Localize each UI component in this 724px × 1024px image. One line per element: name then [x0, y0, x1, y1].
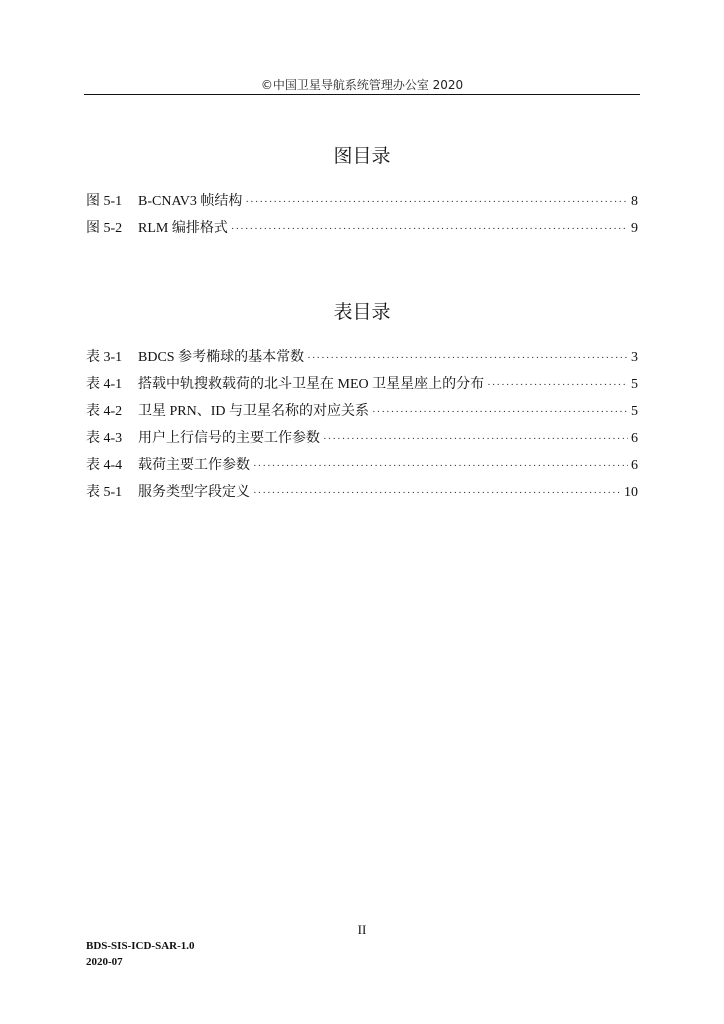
toc-entry-title: 卫星 PRN、ID 与卫星名称的对应关系	[138, 404, 370, 419]
toc-entry[interactable]	[86, 375, 638, 402]
page-header: ©中国卫星导航系统管理办公室 2020	[260, 78, 464, 92]
toc-entry-title: 搭载中轨搜救载荷的北斗卫星在 MEO 卫星星座上的分布	[138, 377, 485, 392]
toc-entry[interactable]	[86, 192, 638, 219]
dot-leader	[245, 192, 628, 212]
toc-entry-number: 表 4-2	[86, 404, 123, 419]
toc-entry-page: 9	[631, 221, 638, 236]
dot-leader	[372, 402, 628, 422]
toc-entry[interactable]	[86, 402, 638, 429]
header-divider	[84, 94, 640, 95]
table-list	[86, 348, 638, 510]
document-date: 2020-07	[86, 956, 123, 968]
toc-entry-page: 8	[631, 194, 638, 209]
figure-list	[86, 192, 638, 246]
toc-entry-page: 3	[631, 350, 638, 365]
toc-entry-title: RLM 编排格式	[138, 221, 228, 236]
toc-entry-number: 表 4-1	[86, 377, 123, 392]
toc-entry-title: 用户上行信号的主要工作参数	[138, 431, 320, 446]
toc-entry-title: BDCS 参考椭球的基本常数	[138, 350, 305, 365]
document-code: BDS-SIS-ICD-SAR-1.0	[86, 940, 195, 952]
figure-list-title: 图目录	[333, 145, 391, 167]
dot-leader	[307, 348, 628, 368]
toc-entry-page: 5	[631, 377, 638, 392]
toc-entry[interactable]	[86, 429, 638, 456]
toc-entry-number: 表 5-1	[86, 485, 123, 500]
toc-entry-number: 表 4-3	[86, 431, 123, 446]
toc-entry-title: B-CNAV3 帧结构	[138, 194, 243, 209]
toc-entry-number: 图 5-1	[86, 194, 123, 209]
toc-entry[interactable]	[86, 348, 638, 375]
dot-leader	[231, 219, 628, 239]
toc-entry-title: 载荷主要工作参数	[138, 458, 250, 473]
toc-entry[interactable]	[86, 483, 638, 510]
dot-leader	[253, 456, 628, 476]
toc-entry-page: 5	[631, 404, 638, 419]
table-list-title: 表目录	[333, 301, 391, 323]
dot-leader	[323, 429, 628, 449]
toc-entry-page: 10	[624, 485, 638, 500]
toc-entry[interactable]	[86, 219, 638, 246]
toc-entry-number: 表 3-1	[86, 350, 123, 365]
dot-leader	[253, 483, 621, 503]
dot-leader	[487, 375, 628, 395]
toc-entry-number: 表 4-4	[86, 458, 123, 473]
toc-entry-page: 6	[631, 431, 638, 446]
document-identifier	[86, 938, 195, 970]
toc-entry[interactable]	[86, 456, 638, 483]
page-number: II	[357, 922, 367, 937]
toc-entry-number: 图 5-2	[86, 221, 123, 236]
toc-entry-title: 服务类型字段定义	[138, 485, 250, 500]
toc-entry-page: 6	[631, 458, 638, 473]
